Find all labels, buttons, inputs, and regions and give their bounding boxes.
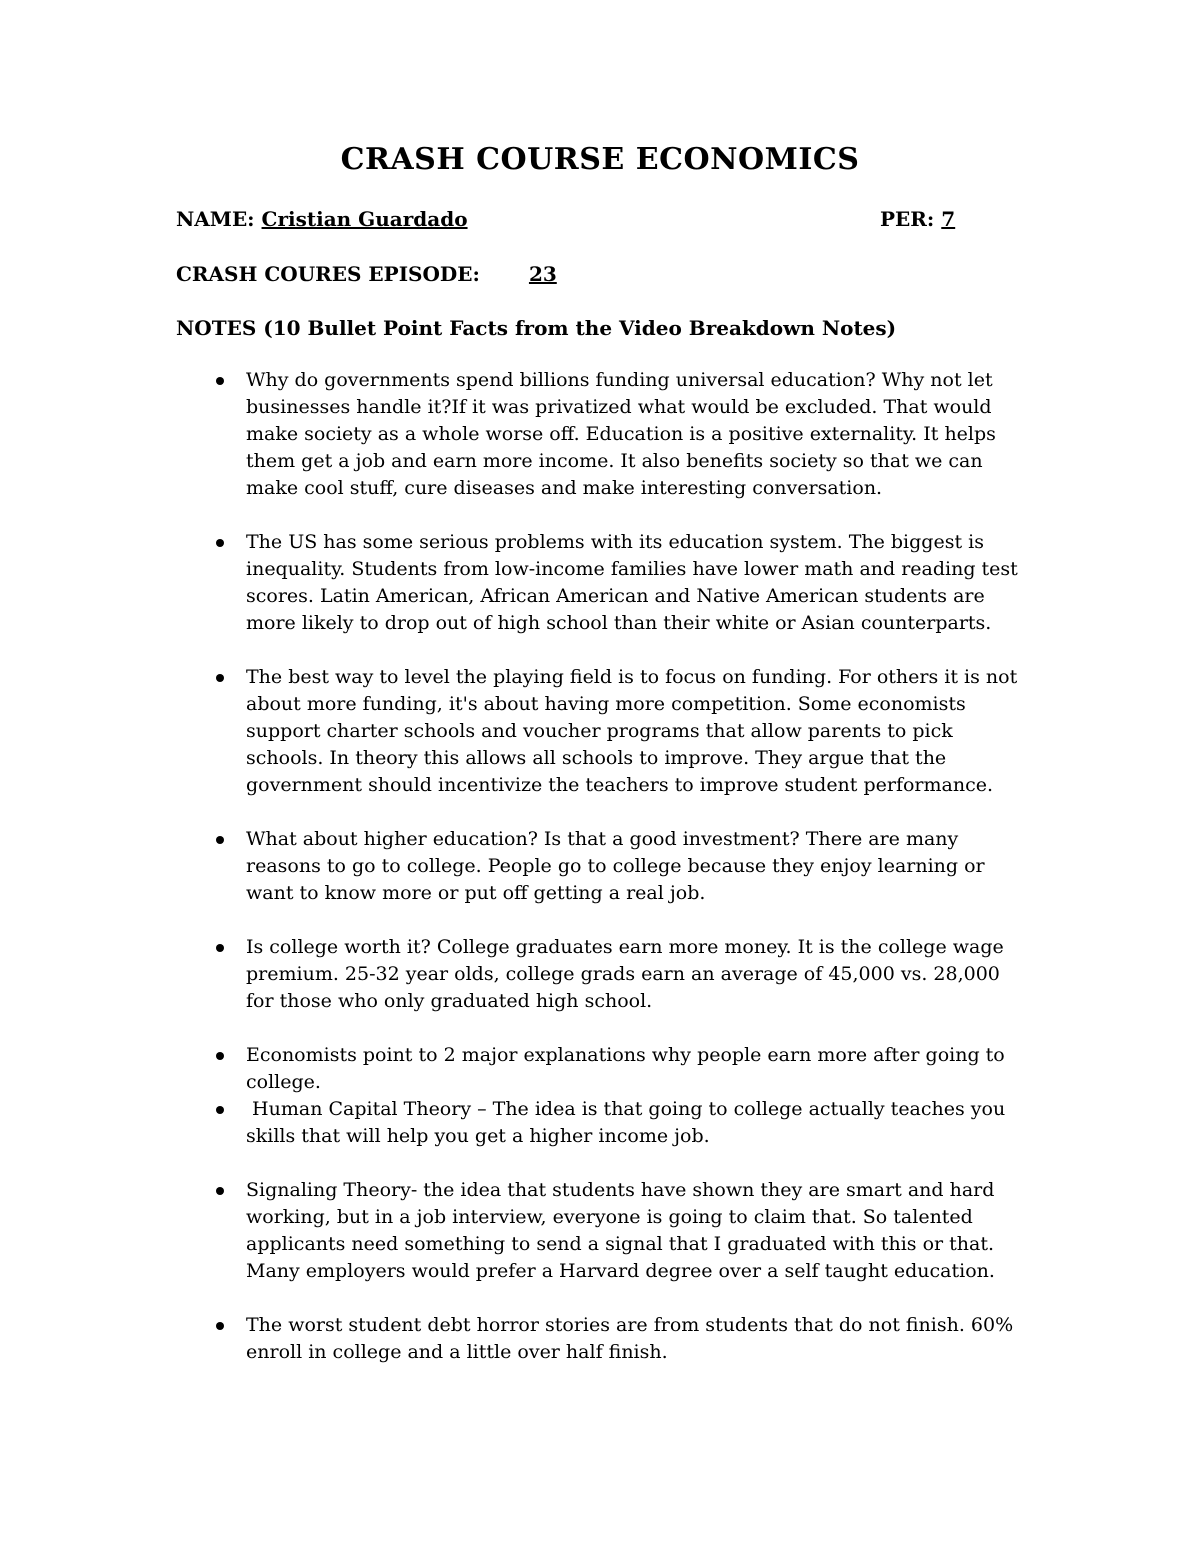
bullet-icon [216,944,224,952]
list-item [0,367,1200,502]
list-item [0,529,1200,637]
note-text: Economists point to 2 major explanations why people earn more after going to college. [246,1044,1005,1093]
note-text: The US has some serious problems with its education system. The biggest is inequality. Students from low-income families have lower math and reading test scores. Latin American, African American and Native American students are more likely to drop out of high school than their white or Asian counterparts. [246,531,1018,634]
name-label: NAME: [176,207,255,231]
bullet-icon [216,377,224,385]
episode-line [176,262,599,286]
note-text: The worst student debt horror stories are from students that do not finish. 60% enroll in college and a little over half finish. [246,1314,1014,1363]
bullet-icon [216,1187,224,1195]
list-item [0,1312,1200,1366]
note-text: Why do governments spend billions funding universal education? Why not let businesses handle it?If it was privatized what would be excluded. That would make society as a whole worse off. Education is a positive externality. It helps them get a job and earn more income. It also benefits society so that we can make cool stuff, cure diseases and make interesting conversation. [246,369,996,499]
bullet-icon [216,674,224,682]
page-title: CRASH COURSE ECONOMICS [340,142,860,177]
note-text: Is college worth it? College graduates earn more money. It is the college wage premium. 25-32 year olds, college grads earn an average of 45,000 vs. 28,000 for those who only graduated high school. [246,936,1004,1012]
period-value: 7 [941,207,956,231]
note-text: Human Capital Theory – The idea is that going to college actually teaches you skills that will help you get a higher income job. [246,1098,1012,1147]
bullet-icon [216,1052,224,1060]
name-value: Cristian Guardado [261,207,468,231]
name-line [176,207,468,231]
episode-label: CRASH COURES EPISODE: [176,262,480,286]
notes-list [0,367,1200,1366]
bullet-icon [216,1322,224,1330]
bullet-icon [216,539,224,547]
list-item [0,664,1200,799]
episode-value: 23 [528,262,557,286]
notes-heading: NOTES (10 Bullet Point Facts from the Video Breakdown Notes) [176,316,897,340]
list-item [0,1042,1200,1096]
list-item [0,934,1200,1015]
period-line [880,207,955,231]
note-text: Signaling Theory- the idea that students have shown they are smart and hard working, but in a job interview, everyone is going to claim that. So talented applicants need something to send a signal that I graduated with this or that. Many employers would prefer a Harvard degree over a self taught education. [246,1179,995,1282]
period-label: PER: [880,207,935,231]
bullet-icon [216,1106,224,1114]
list-item [0,826,1200,907]
note-text: The best way to level the playing field is to focus on funding. For others it is not about more funding, it's about having more competition. Some economists support charter schools and voucher programs that allow parents to pick schools. In theory this allows all schools to improve. They argue that the government should incentivize the teachers to improve student performance. [246,666,1018,796]
bullet-icon [216,836,224,844]
note-text: What about higher education? Is that a good investment? There are many reasons to go to college. People go to college because they enjoy learning or want to know more or put off getting a real job. [246,828,985,904]
list-item [0,1096,1200,1150]
list-item [0,1177,1200,1285]
